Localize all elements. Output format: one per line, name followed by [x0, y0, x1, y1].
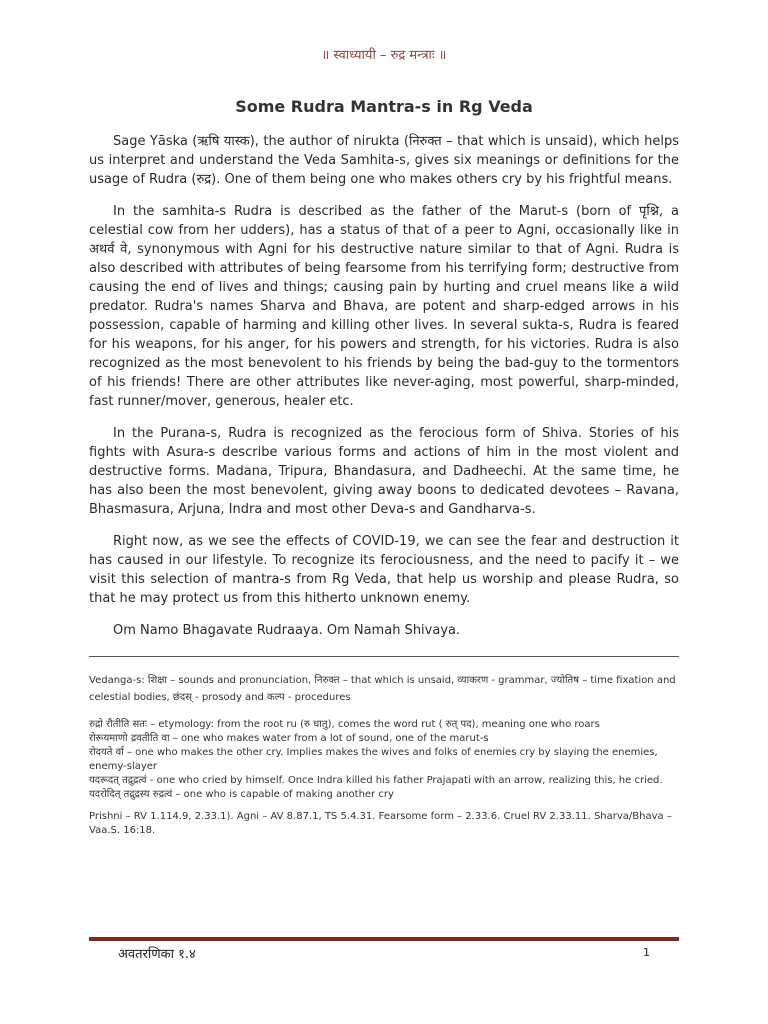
footnote-divider: [89, 656, 679, 657]
footnote-line: रोदयते र्वा – one who makes the other cry. Implies makes the wives and folks of enemies cry by slaying the enemies, enemy-slayer: [89, 747, 658, 772]
footnote-vedanga: Vedanga-s: शिक्षा – sounds and pronunciation, निरुक्त – that which is unsaid, व्याकरण - grammar, ज्योतिष – time fixation and celestial bodies, छंदस् - prosody and कल्प - procedures: [89, 675, 676, 703]
paragraph-covid: Right now, as we see the effects of COVID-19, we can see the fear and destruction it has caused in our lifestyle. To recognize its ferociousness, and the need to pacify it – we visit this selection of mantra-s from Rg Veda, that help us worship and please Rudra, so that he may protect us from this hitherto unknown enemy.: [89, 534, 679, 606]
body-text: [89, 132, 679, 653]
paragraph-yaska: Sage Yāska (ऋषि यास्क), the author of nirukta (निरुक्त – that which is unsaid), which helps us interpret and understand the Veda Samhita-s, gives six meanings or definitions for the usage of Rudra (रुद्र). One of them being one who makes others cry by his frightful means.: [89, 134, 679, 187]
page-number: 1: [643, 946, 650, 959]
footer-section-label: अवतरणिका १.४: [118, 947, 196, 962]
page-title: Some Rudra Mantra-s in Rg Veda: [235, 97, 533, 116]
footnote-line: रोरूयमाणो द्रवतीति वा – one who makes water from a lot of sound, one of the marut-s: [89, 733, 489, 744]
paragraph-purana: In the Purana-s, Rudra is recognized as the ferocious form of Shiva. Stories of his fights with Asura-s describe various forms and actions of him in the most violent and destructive forms. Madana, Tripura, Bhandasura, and Dadheechi. At the same time, he has also been the most benevolent, giving away boons to dedicated devotees – Ravana, Bhasmasura, Arjuna, Indra and most other Deva-s and Gandharva-s.: [89, 426, 679, 517]
paragraph-samhita: In the samhita-s Rudra is described as the father of the Marut-s (born of पृश्नि, a celestial cow from her udders), has a status of that of a peer to Agni, occasionally like in अथर्व वे, synonymous with Agni for his destructive nature similar to that of Agni. Rudra is also described with attributes of being fearsome from his terrifying form; destructive from causing the end of lives and things; causing pain by hurting and cruel means like a wild predator. Rudra's names Sharva and Bhava, are potent and sharp-edged arrows in his possession, capable of harming and killing other lives. In several sukta-s, Rudra is feared for his weapons, for his anger, for his powers and strength, for his victories. Rudra is also recognized as the most benevolent to his friends by being the bad-guy to the tormentors of his friends! There are other attributes like never-aging, most powerful, sharp-minded, fast runner/mover, generous, healer etc.: [89, 204, 679, 409]
footnote-line: रुद्रो रौतीति सतः – etymology: from the root ru (रु धातु), comes the word rut ( रुत् पद), meaning one who roars: [89, 719, 600, 730]
footnote-line: यदरोदित् तद्रुद्रस्य रुद्रत्वं – one who is capable of making another cry: [89, 789, 394, 800]
footnote-references: Prishni – RV 1.114.9, 2.33.1). Agni – AV 8.87.1, TS 5.4.31. Fearsome form – 2.33.6. Cruel RV 2.33.11. Sharva/Bhava – Vaa.S. 16:18.: [89, 811, 672, 836]
footnotes: [89, 672, 679, 838]
footer-rule: [89, 937, 679, 941]
footnote-line: यदरूदत् तद्रुद्रत्वं - one who cried by himself. Once Indra killed his father Prajapati with an arrow, realizing this, he cried.: [89, 775, 663, 786]
running-header: ॥ स्वाध्यायी – रुद्र मन्त्राः ॥: [321, 48, 447, 63]
paragraph-closing: Om Namo Bhagavate Rudraaya. Om Namah Shivaya.: [113, 623, 461, 638]
